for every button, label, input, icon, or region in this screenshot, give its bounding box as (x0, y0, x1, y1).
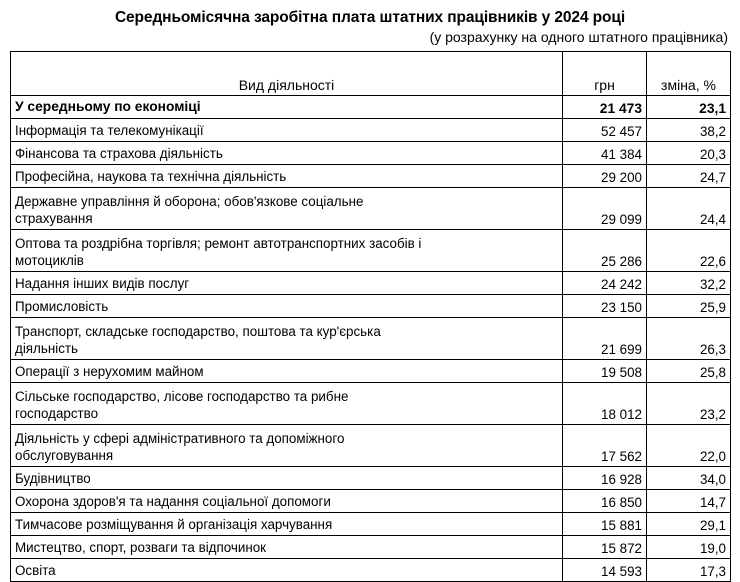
cell-change: 14,7 (647, 490, 731, 513)
table-body (11, 96, 731, 582)
activity-line-1: Промисловість (15, 298, 109, 314)
activity-line-2: діяльність (15, 340, 79, 356)
activity-line-2: господарство (15, 405, 99, 421)
column-header-change: зміна, % (647, 52, 731, 96)
cell-activity (11, 559, 563, 582)
table-row (11, 360, 731, 383)
cell-activity (11, 295, 563, 318)
cell-change: 24,7 (647, 165, 731, 188)
cell-value: 25 286 (563, 230, 647, 272)
activity-line-1: Транспорт, складське господарство, поштова та кур'єрська (15, 324, 381, 340)
activity-line-2: мотоциклів (15, 252, 84, 268)
cell-value: 15 872 (563, 536, 647, 559)
table-row (11, 559, 731, 582)
cell-activity (11, 513, 563, 536)
table-row (11, 119, 731, 142)
activity-line-2: обслуговування (15, 447, 114, 463)
column-header-value: грн (563, 52, 647, 96)
salary-table (10, 51, 731, 582)
cell-change: 38,2 (647, 119, 731, 142)
page-title: Середньомісячна заробітна плата штатних працівників у 2024 році (114, 9, 626, 26)
activity-line-1: Державне управління й оборона; обов'язкове соціальне (15, 194, 364, 210)
cell-activity (11, 272, 563, 295)
activity-line-1: Оптова та роздрібна торгівля; ремонт автотранспортних засобів і (15, 236, 422, 252)
activity-line-1: Будівництво (15, 470, 91, 486)
cell-value: 41 384 (563, 142, 647, 165)
cell-value: 29 200 (563, 165, 647, 188)
cell-activity (11, 96, 563, 119)
activity-line-1: Діяльність у сфері адміністративного та допоміжного (15, 431, 345, 447)
table-header-row (11, 52, 731, 96)
cell-activity (11, 467, 563, 490)
table-row (11, 490, 731, 513)
table-row (11, 272, 731, 295)
activity-line-1: Фінансова та страхова діяльність (15, 145, 223, 161)
activity-line-1: Надання інших видів послуг (15, 275, 190, 291)
cell-change: 25,9 (647, 295, 731, 318)
cell-activity (11, 142, 563, 165)
cell-change: 23,2 (647, 383, 731, 425)
table-row (11, 318, 731, 360)
cell-value: 21 473 (563, 96, 647, 119)
cell-change: 34,0 (647, 467, 731, 490)
activity-line-1: Охорона здоров'я та надання соціальної допомоги (15, 493, 331, 509)
cell-value: 17 562 (563, 425, 647, 467)
table-row (11, 295, 731, 318)
table-row (11, 230, 731, 272)
activity-line-1: Професійна, наукова та технічна діяльність (15, 168, 287, 184)
table-header (11, 52, 731, 96)
cell-change: 17,3 (647, 559, 731, 582)
cell-change: 24,4 (647, 188, 731, 230)
cell-value: 14 593 (563, 559, 647, 582)
cell-activity (11, 188, 563, 230)
table-row (11, 96, 731, 119)
table-row (11, 513, 731, 536)
column-header-activity: Вид діяльності (11, 52, 563, 96)
table-row (11, 536, 731, 559)
activity-line-1: У середньому по економіці (15, 99, 201, 115)
cell-activity (11, 536, 563, 559)
cell-value: 15 881 (563, 513, 647, 536)
cell-value: 19 508 (563, 360, 647, 383)
cell-change: 22,0 (647, 425, 731, 467)
activity-line-1: Освіта (15, 562, 56, 578)
activity-line-2: страхування (15, 210, 93, 226)
cell-value: 16 850 (563, 490, 647, 513)
cell-activity (11, 425, 563, 467)
cell-value: 52 457 (563, 119, 647, 142)
cell-change: 20,3 (647, 142, 731, 165)
activity-line-1: Інформація та телекомунікації (15, 122, 204, 138)
cell-change: 25,8 (647, 360, 731, 383)
cell-activity (11, 119, 563, 142)
cell-change: 29,1 (647, 513, 731, 536)
cell-value: 21 699 (563, 318, 647, 360)
cell-activity (11, 165, 563, 188)
cell-change: 23,1 (647, 96, 731, 119)
activity-line-1: Тимчасове розміщування й організація харчування (15, 516, 333, 532)
activity-line-1: Сільське господарство, лісове господарство та рибне (15, 389, 349, 405)
table-row (11, 142, 731, 165)
table-row (11, 188, 731, 230)
cell-value: 18 012 (563, 383, 647, 425)
activity-line-1: Мистецтво, спорт, розваги та відпочинок (15, 539, 267, 555)
cell-activity (11, 490, 563, 513)
cell-activity (11, 230, 563, 272)
cell-change: 32,2 (647, 272, 731, 295)
table-row (11, 383, 731, 425)
cell-activity (11, 383, 563, 425)
cell-value: 24 242 (563, 272, 647, 295)
cell-activity (11, 318, 563, 360)
page-subtitle: (у розрахунку на одного штатного працівника) (429, 29, 728, 46)
cell-value: 16 928 (563, 467, 647, 490)
cell-value: 29 099 (563, 188, 647, 230)
activity-line-1: Операції з нерухомим майном (15, 363, 204, 379)
cell-change: 22,6 (647, 230, 731, 272)
table-row (11, 425, 731, 467)
cell-change: 26,3 (647, 318, 731, 360)
table-row (11, 165, 731, 188)
cell-value: 23 150 (563, 295, 647, 318)
table-row (11, 467, 731, 490)
cell-change: 19,0 (647, 536, 731, 559)
cell-activity (11, 360, 563, 383)
